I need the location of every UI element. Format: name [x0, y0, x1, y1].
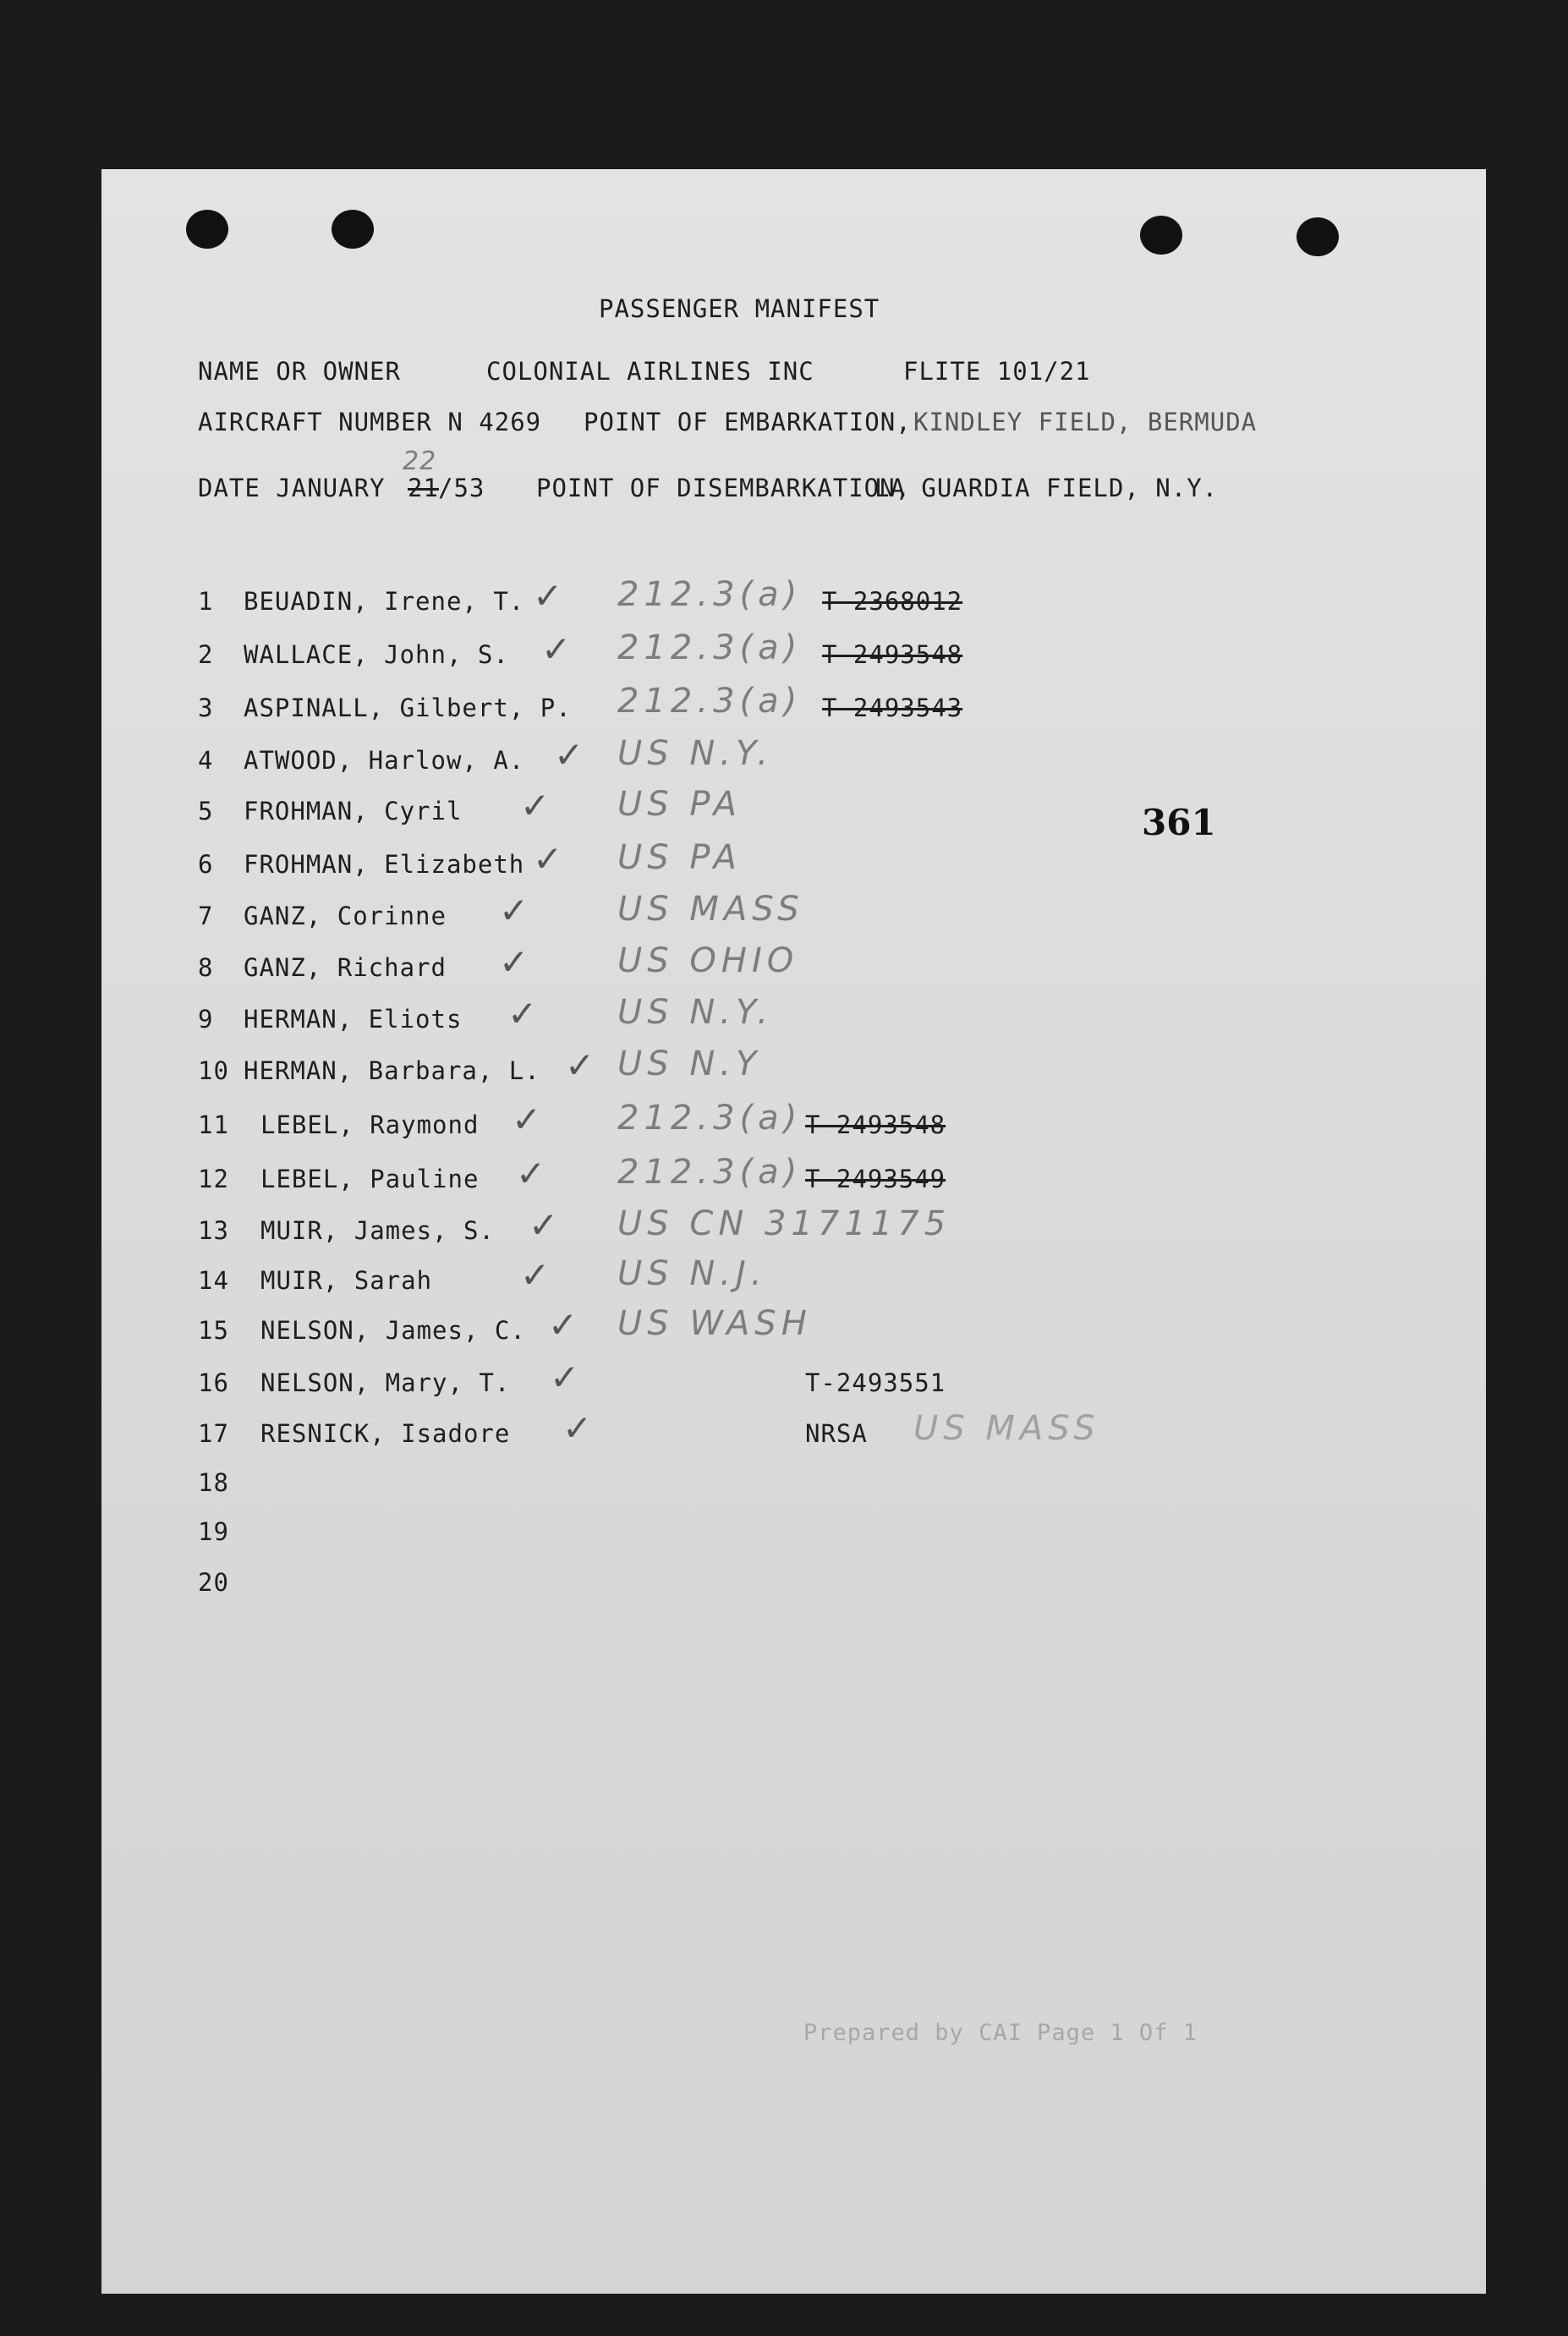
passenger-name: HERMAN, Barbara, L. — [244, 1056, 540, 1085]
check-mark-icon: ✓ — [507, 993, 538, 1034]
passenger-name: HERMAN, Eliots — [244, 1005, 463, 1034]
row-number: 3 — [198, 694, 214, 722]
check-mark-icon: ✓ — [533, 575, 563, 617]
handwritten-note: 212.3(a) — [617, 628, 803, 667]
row-number: 5 — [198, 797, 214, 825]
passenger-name: NELSON, Mary, T. — [260, 1368, 511, 1397]
row-number: 7 — [198, 902, 214, 930]
handwritten-note: 212.3(a) — [617, 1099, 803, 1138]
reference-number: T-2493543 — [822, 694, 963, 722]
check-mark-icon: ✓ — [520, 785, 551, 826]
owner-value: COLONIAL AIRLINES INC — [486, 357, 814, 386]
passenger-name: LEBEL, Raymond — [260, 1110, 480, 1139]
check-mark-icon: ✓ — [533, 838, 563, 880]
check-mark-icon: ✓ — [516, 1153, 546, 1194]
row-number: 20 — [198, 1568, 229, 1597]
handwritten-note: US MASS — [913, 1409, 1100, 1448]
row-number: 8 — [198, 953, 214, 982]
row-number: 2 — [198, 640, 214, 669]
punch-hole-icon — [332, 210, 374, 249]
row-number: 18 — [198, 1468, 229, 1497]
reference-number: T-2493548 — [805, 1110, 946, 1139]
passenger-name: LEBEL, Pauline — [260, 1165, 480, 1193]
check-mark-icon: ✓ — [499, 890, 529, 931]
handwritten-note: US PA — [617, 785, 742, 824]
row-number: 9 — [198, 1005, 214, 1034]
passenger-name: ATWOOD, Harlow, A. — [244, 746, 525, 775]
check-mark-icon: ✓ — [565, 1045, 595, 1086]
handwritten-note: US WASH — [617, 1304, 812, 1343]
check-mark-icon: ✓ — [550, 1357, 580, 1398]
handwritten-note: US N.Y — [617, 1045, 762, 1083]
owner-label: NAME OR OWNER — [198, 357, 401, 386]
handwritten-note: US N.J. — [617, 1254, 767, 1293]
passenger-name: RESNICK, Isadore — [260, 1419, 511, 1448]
handwritten-note: US OHIO — [617, 941, 799, 980]
check-mark-icon: ✓ — [520, 1254, 551, 1296]
passenger-name: GANZ, Richard — [244, 953, 447, 982]
passenger-name: GANZ, Corinne — [244, 902, 447, 930]
punch-hole-icon — [186, 210, 228, 249]
aircraft-number: AIRCRAFT NUMBER N 4269 — [198, 408, 542, 436]
reference-number: T-2493551 — [805, 1368, 946, 1397]
reference-number: T-2368012 — [822, 587, 963, 616]
reference-number: NRSA — [805, 1419, 868, 1448]
row-number: 17 — [198, 1419, 229, 1448]
check-mark-icon: ✓ — [548, 1304, 578, 1346]
check-mark-icon: ✓ — [512, 1099, 542, 1140]
check-mark-icon: ✓ — [541, 628, 572, 670]
disembarkation-label: POINT OF DISEMBARKATION, — [536, 474, 912, 502]
date-suffix: /53 — [438, 474, 485, 502]
manifest-page — [101, 169, 1486, 2294]
handwritten-note: 212.3(a) — [617, 575, 803, 614]
passenger-name: FROHMAN, Cyril — [244, 797, 463, 825]
row-number: 14 — [198, 1266, 229, 1295]
row-number: 15 — [198, 1316, 229, 1345]
date-label: DATE JANUARY — [198, 474, 386, 502]
passenger-name: NELSON, James, C. — [260, 1316, 526, 1345]
embarkation-label: POINT OF EMBARKATION, — [584, 408, 912, 436]
handwritten-note: US CN 3171175 — [617, 1204, 951, 1243]
manifest-title: PASSENGER MANIFEST — [599, 294, 880, 323]
punch-hole-icon — [1297, 217, 1339, 256]
reference-number: T-2493549 — [805, 1165, 946, 1193]
handwritten-note: 212.3(a) — [617, 1153, 803, 1192]
row-number: 4 — [198, 746, 214, 775]
handwritten-note: US N.Y. — [617, 993, 774, 1032]
row-number: 1 — [198, 587, 214, 616]
passenger-name: ASPINALL, Gilbert, P. — [244, 694, 572, 722]
passenger-name: MUIR, Sarah — [260, 1266, 433, 1295]
disembarkation-value: LA GUARDIA FIELD, N.Y. — [874, 474, 1219, 502]
prepared-by-footer: Prepared by CAI Page 1 Of 1 — [803, 2020, 1198, 2046]
row-number: 11 — [198, 1110, 229, 1139]
handwritten-note: US PA — [617, 838, 742, 877]
row-number: 16 — [198, 1368, 229, 1397]
embarkation-value: KINDLEY FIELD, BERMUDA — [913, 408, 1258, 436]
flight-number: FLITE 101/21 — [903, 357, 1091, 386]
passenger-name: MUIR, James, S. — [260, 1216, 495, 1245]
row-number: 19 — [198, 1517, 229, 1546]
check-mark-icon: ✓ — [554, 734, 584, 776]
date-struck: 21 — [408, 474, 439, 502]
reference-number: T-2493548 — [822, 640, 963, 669]
passenger-name: BEUADIN, Irene, T. — [244, 587, 525, 616]
handwritten-note: US N.Y. — [617, 734, 774, 773]
passenger-name: WALLACE, John, S. — [244, 640, 509, 669]
handwritten-note: US MASS — [617, 890, 804, 929]
punch-hole-icon — [1140, 216, 1182, 255]
row-number: 10 — [198, 1056, 229, 1085]
row-number: 12 — [198, 1165, 229, 1193]
handwritten-note: 212.3(a) — [617, 682, 803, 721]
date-correction: 22 — [403, 447, 437, 476]
check-mark-icon: ✓ — [562, 1407, 593, 1449]
row-number: 6 — [198, 850, 214, 879]
row-number: 13 — [198, 1216, 229, 1245]
passenger-name: FROHMAN, Elizabeth — [244, 850, 525, 879]
check-mark-icon: ✓ — [499, 941, 529, 983]
check-mark-icon: ✓ — [529, 1204, 559, 1246]
page-number: 361 — [1142, 802, 1216, 843]
